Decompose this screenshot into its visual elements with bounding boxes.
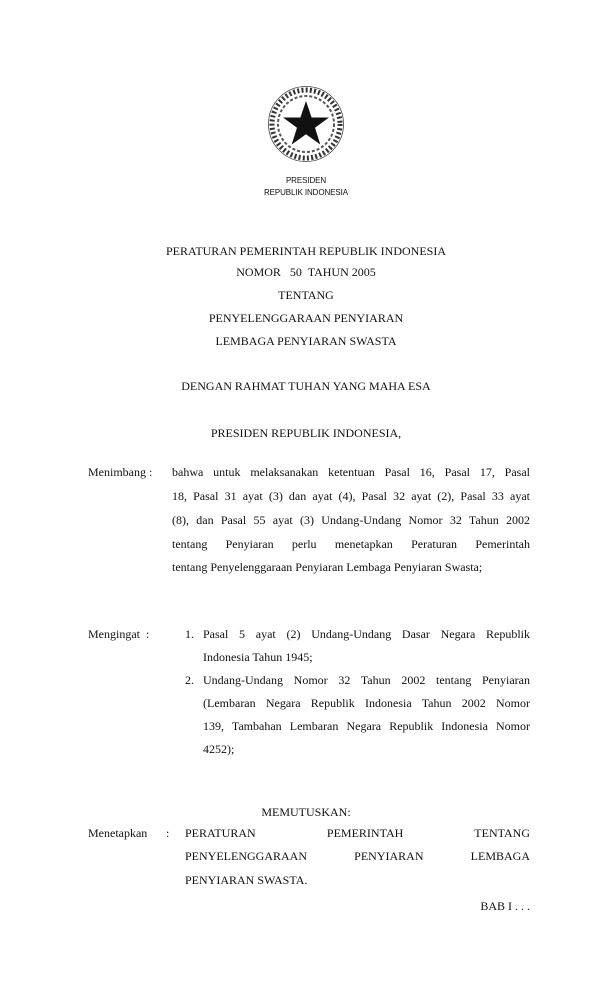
mengingat-item-line: Indonesia Tahun 1945; (203, 650, 313, 664)
continuation-marker: BAB I . . . (480, 899, 530, 913)
title-line-4: PENYELENGGARAAN PENYIARAN (208, 311, 404, 325)
mengingat-item-number: 1. (185, 627, 194, 641)
issuer: PRESIDEN REPUBLIK INDONESIA, (210, 426, 402, 440)
invocation: DENGAN RAHMAT TUHAN YANG MAHA ESA (181, 379, 431, 393)
menetapkan-line: PERATURAN PEMERINTAH TENTANG (185, 826, 530, 840)
menetapkan-label: Menetapkan (88, 826, 148, 840)
menimbang-line: 18, Pasal 31 ayat (3) dan ayat (4), Pasal 32 ayat (2), Pasal 33 ayat (172, 489, 530, 503)
menetapkan-colon: : (166, 826, 170, 840)
menimbang-line: tentang Penyelenggaraan Penyiaran Lembaga Penyiaran Swasta; (172, 560, 483, 574)
memutuskan-heading: MEMUTUSKAN: (261, 805, 351, 819)
letterhead-presiden: PRESIDEN (285, 176, 327, 185)
title-line-1: PERATURAN PEMERINTAH REPUBLIK INDONESIA (165, 244, 447, 258)
menimbang-line: tentang Penyiaran perlu menetapkan Peraturan Pemerintah (172, 537, 530, 551)
menimbang-line: (8), dan Pasal 55 ayat (3) Undang-Undang Nomor 32 Tahun 2002 (172, 513, 530, 527)
mengingat-label: Mengingat : (88, 627, 150, 641)
mengingat-item-line: 139, Tambahan Lembaran Negara Republik Indonesia Nomor (203, 719, 530, 733)
menimbang-label: Menimbang : (88, 465, 153, 479)
menetapkan-line: PENYIARAN SWASTA. (185, 873, 308, 887)
menetapkan-line: PENYELENGGARAAN PENYIARAN LEMBAGA (185, 849, 530, 863)
title-number: NOMOR 50 TAHUN 2005 (236, 265, 376, 279)
garuda-star-seal-icon (266, 84, 346, 164)
mengingat-item-line: (Lembaran Negara Republik Indonesia Tahun 2002 Nomor (203, 696, 530, 710)
menimbang-line: bahwa untuk melaksanakan ketentuan Pasal 16, Pasal 17, Pasal (172, 465, 530, 479)
mengingat-item-line: Pasal 5 ayat (2) Undang-Undang Dasar Negara Republik (203, 627, 530, 641)
mengingat-item-number: 2. (185, 673, 194, 687)
mengingat-item-line: 4252); (203, 742, 235, 756)
title-tentang: TENTANG (278, 288, 334, 302)
title-line-5: LEMBAGA PENYIARAN SWASTA (215, 334, 397, 348)
mengingat-item-line: Undang-Undang Nomor 32 Tahun 2002 tentang Penyiaran (203, 673, 530, 687)
letterhead-republik: REPUBLIK INDONESIA (263, 188, 348, 197)
